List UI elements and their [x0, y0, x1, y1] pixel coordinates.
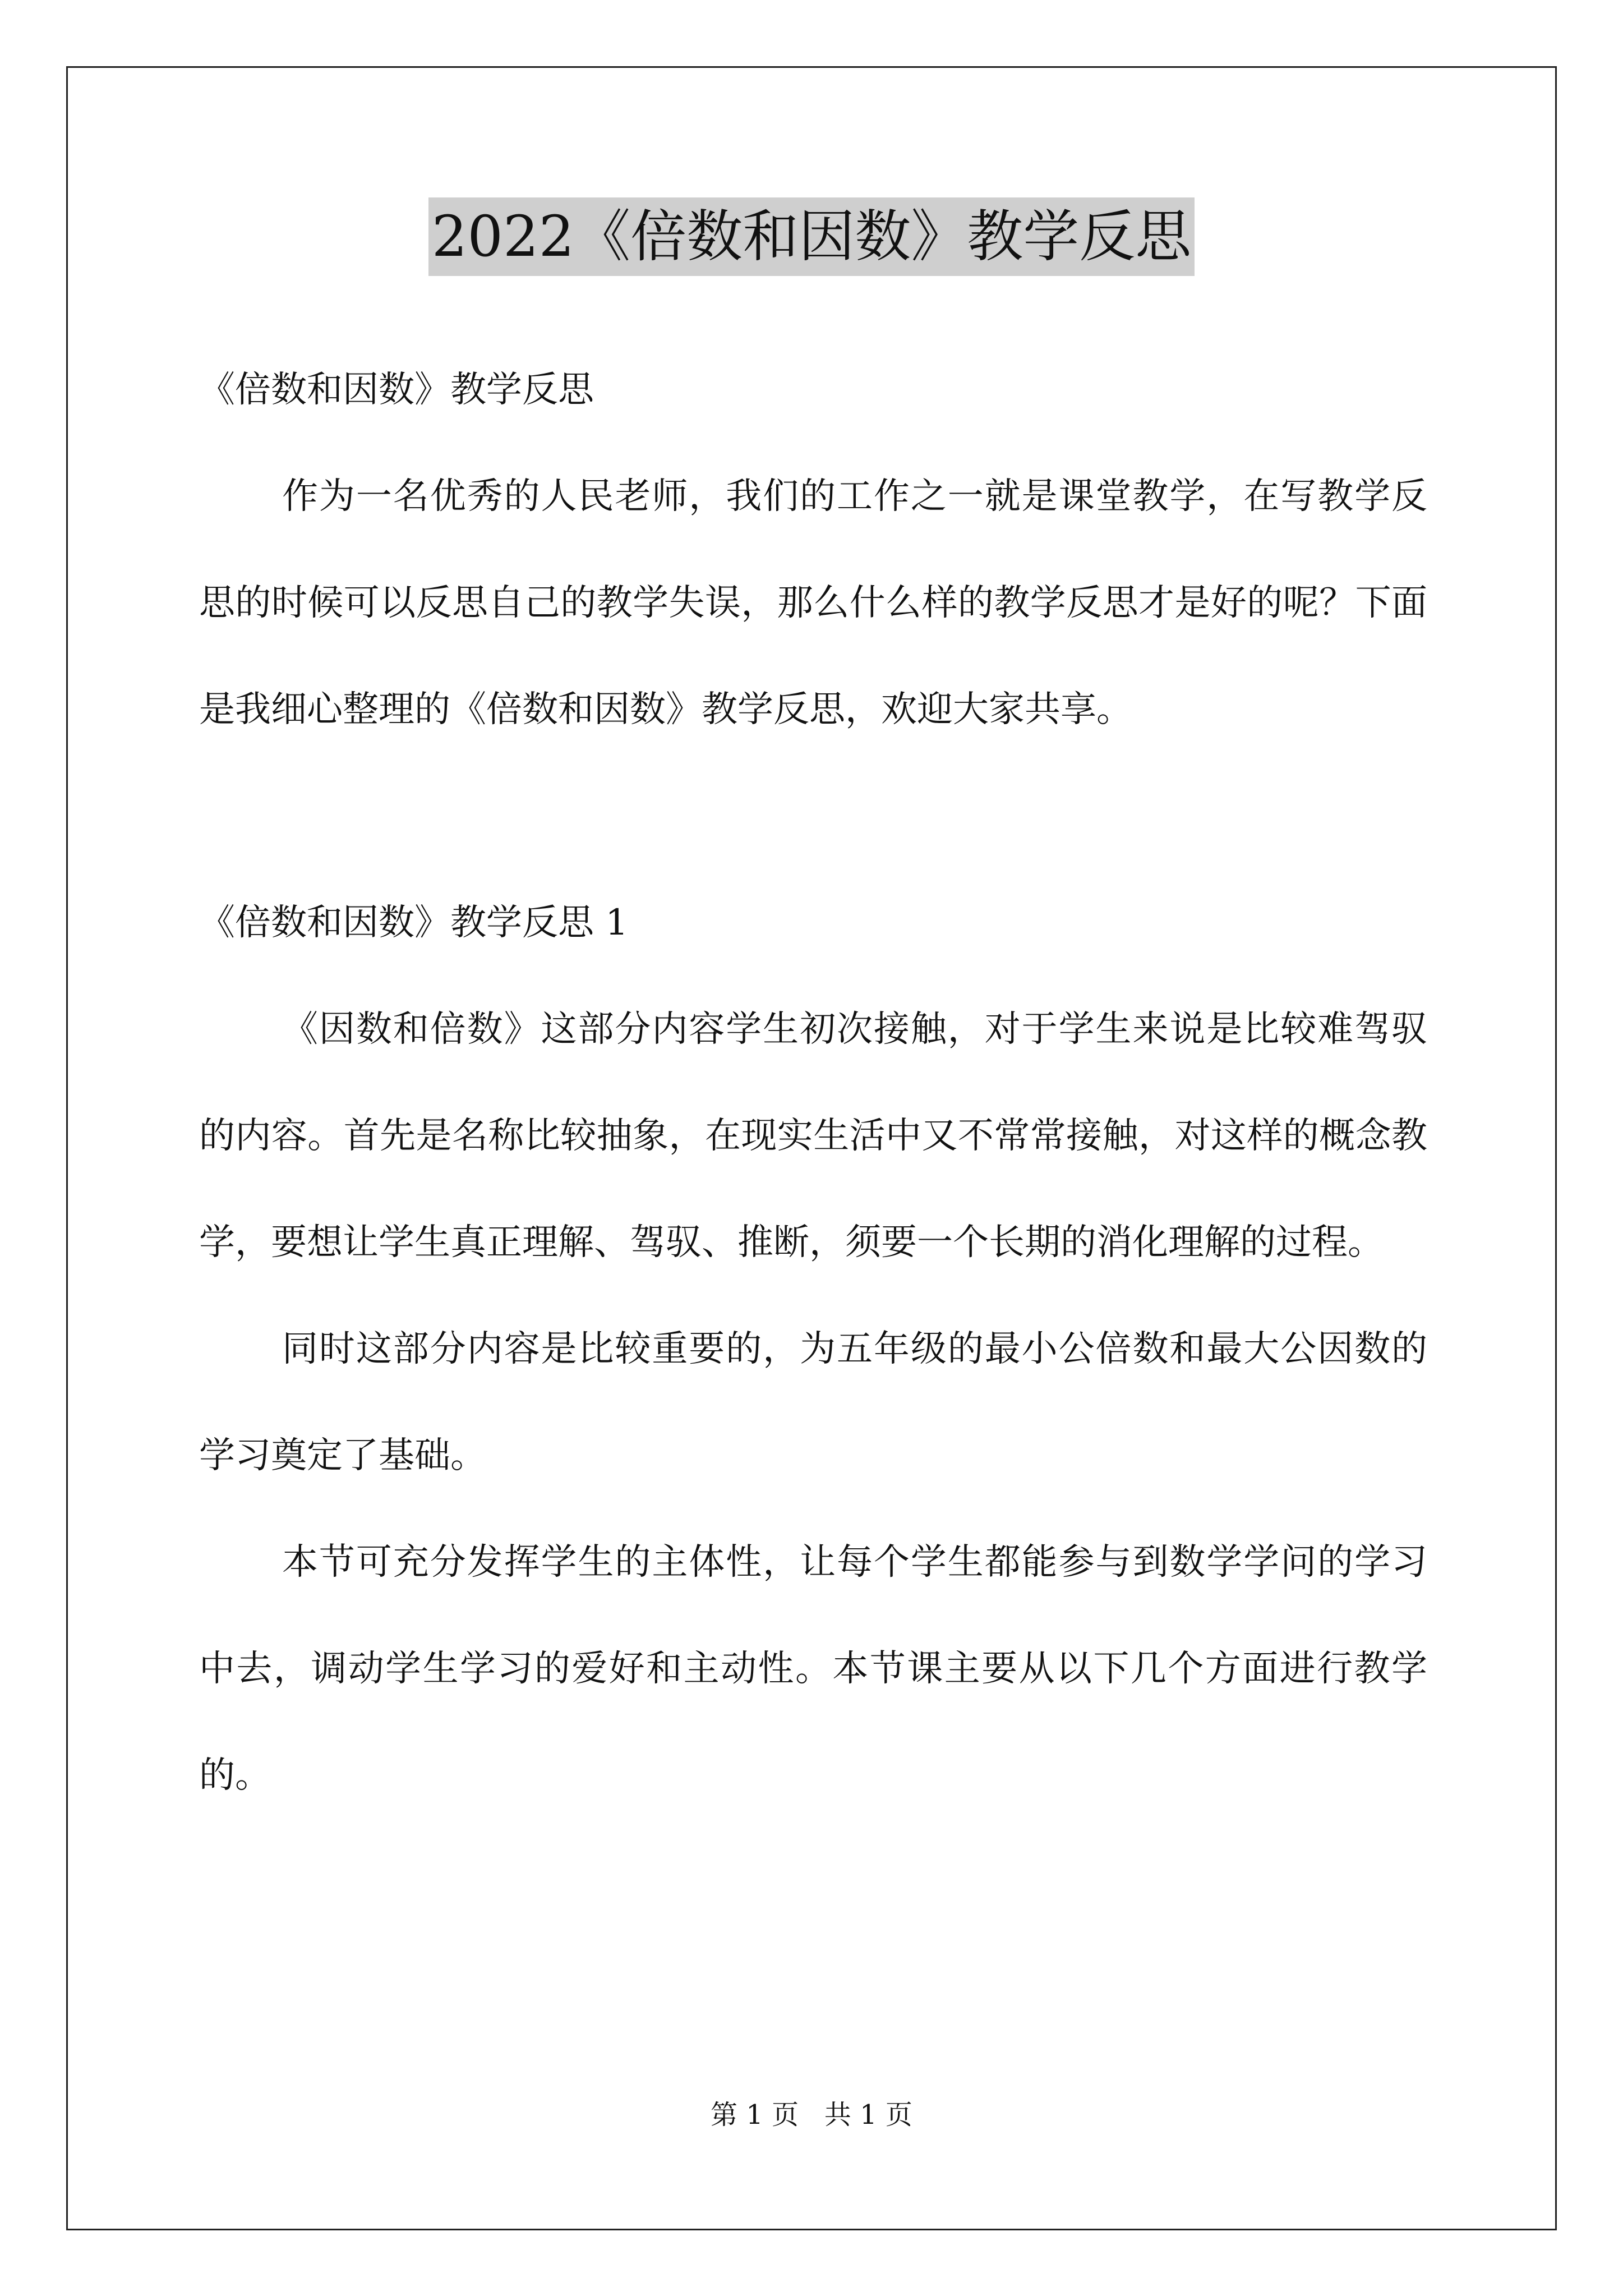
document-title: 2022《倍数和因数》教学反思	[428, 197, 1195, 276]
body-paragraph: 同时这部分内容是比较重要的，为五年级的最小公倍数和最大公因数的学习奠定了基础。	[199, 1328, 1427, 1476]
page-footer: 第 1 页 共 1 页	[711, 2099, 912, 2131]
body-paragraph: 《因数和倍数》这部分内容学生初次接触，对于学生来说是比较难驾驭的内容。首先是名称比较抽象，在现实生活中又不常常接触，对这样的概念教学，要想让学生真正理解、驾驭、推断，须要一个长期的消化理解的过程。	[199, 1009, 1427, 1263]
document-body	[199, 337, 1427, 1829]
title-container	[0, 197, 1623, 276]
section-spacer	[199, 763, 1427, 869]
body-paragraph: 本节可充分发挥学生的主体性，让每个学生都能参与到数学学问的学习中去，调动学生学习的爱好和主动性。本节课主要从以下几个方面进行教学的。	[199, 1542, 1427, 1796]
intro-paragraph: 作为一名优秀的人民老师，我们的工作之一就是课堂教学，在写教学反思的时候可以反思自己的教学失误，那么什么样的教学反思才是好的呢？下面是我细心整理的《倍数和因数》教学反思，欢迎大家共享。	[199, 476, 1427, 730]
intro-heading: 《倍数和因数》教学反思	[199, 369, 594, 411]
section-heading: 《倍数和因数》教学反思 1	[199, 902, 629, 944]
